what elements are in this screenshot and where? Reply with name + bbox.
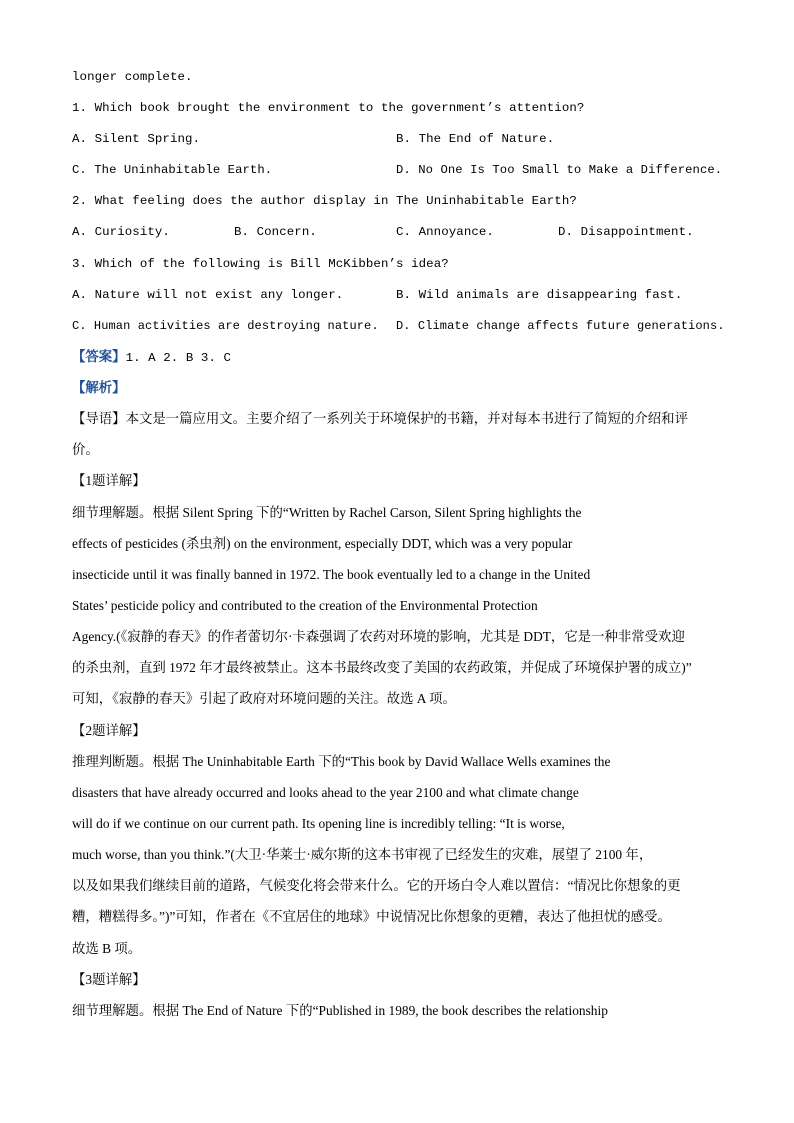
detail-1-line: 的杀虫剂，直到 1972 年才最终被禁止。这本书最终改变了美国的农药政策，并促成了环境保护署的成立)” — [72, 660, 692, 675]
detail-3-line: 细节理解题。根据 The End of Nature 下的“Published in 1989, the book describes the relationship — [72, 1003, 608, 1018]
guide-tag: 【导语】 — [72, 411, 126, 426]
question-3: 3. Which of the following is Bill McKibben’s idea? — [72, 257, 449, 271]
question-1-option-a: A. Silent Spring. — [72, 132, 201, 146]
question-3-options-row-1 — [72, 285, 724, 305]
question-2-options — [72, 222, 724, 242]
detail-2-line: 故选 B 项。 — [72, 941, 142, 956]
detail-1-line: States’ pesticide policy and contributed to the creation of the Environmental Protection — [72, 598, 538, 613]
guide-line-2: 价。 — [72, 442, 99, 457]
question-3-option-b: B. Wild animals are disappearing fast. — [396, 288, 683, 302]
analysis-tag: 【解析】 — [72, 380, 126, 395]
question-3-option-d: D. Climate change affects future generations. — [396, 319, 725, 333]
guide-text: 本文是一篇应用文。主要介绍了一系列关于环境保护的书籍，并对每本书进行了简短的介绍和评 — [125, 411, 688, 426]
analysis-heading — [72, 378, 724, 398]
question-1-option-d: D. No One Is Too Small to Make a Difference. — [396, 163, 723, 177]
detail-2-line: will do if we continue on our current path. Its opening line is incredibly telling: “It is worse, — [72, 816, 565, 831]
question-2-option-d: D. Disappointment. — [558, 225, 694, 239]
question-1-option-b: B. The End of Nature. — [396, 132, 555, 146]
detail-1-line: effects of pesticides (杀虫剂) on the environment, especially DDT, which was a very popular — [72, 536, 573, 551]
question-3-option-c: C. Human activities are destroying nature. — [72, 319, 379, 333]
detail-1-line: Agency.(《寂静的春天》的作者蕾切尔·卡森强调了农药对环境的影响，尤其是 DDT，它是一种非常受欢迎 — [72, 629, 685, 644]
question-2: 2. What feeling does the author display in The Uninhabitable Earth? — [72, 194, 577, 208]
question-2-option-c: C. Annoyance. — [396, 225, 494, 239]
guide-line-1 — [72, 409, 724, 429]
question-2-option-b: B. Concern. — [234, 225, 317, 239]
detail-2-heading: 【2题详解】 — [72, 723, 146, 738]
detail-2-line: disasters that have already occurred and looks ahead to the year 2100 and what climate change — [72, 785, 579, 800]
question-1-options-row-2 — [72, 160, 724, 180]
question-3-options-row-2 — [72, 316, 724, 336]
question-3-option-a: A. Nature will not exist any longer. — [72, 288, 344, 302]
question-1: 1. Which book brought the environment to the government’s attention? — [72, 101, 585, 115]
detail-3-heading: 【3题详解】 — [72, 972, 146, 987]
detail-2-line: 糟，糟糕得多。”)”可知，作者在《不宜居住的地球》中说情况比你想象的更糟，表达了他担忧的感受。 — [72, 909, 671, 924]
question-1-option-c: C. The Uninhabitable Earth. — [72, 163, 273, 177]
answer-line — [72, 347, 724, 368]
detail-1-line: 可知，《寂静的春天》引起了政府对环境问题的关注。故选 A 项。 — [72, 691, 456, 706]
question-1-options-row-1 — [72, 129, 724, 149]
detail-2-line: 以及如果我们继续目前的道路，气候变化将会带来什么。它的开场白令人难以置信：“情况比你想象的更 — [72, 878, 681, 893]
answer-tag: 【答案】 — [72, 349, 126, 364]
question-2-option-a: A. Curiosity. — [72, 225, 170, 239]
detail-1-line: 细节理解题。根据 Silent Spring 下的“Written by Rachel Carson, Silent Spring highlights the — [72, 505, 582, 520]
detail-1-heading: 【1题详解】 — [72, 473, 146, 488]
detail-2-line: much worse, than you think.”(大卫·华莱士·威尔斯的这本书审视了已经发生的灾难，展望了 2100 年， — [72, 847, 653, 862]
detail-2-line: 推理判断题。根据 The Uninhabitable Earth 下的“This book by David Wallace Wells examines the — [72, 754, 611, 769]
answer-text: 1. A 2. B 3. C — [125, 351, 232, 365]
detail-1-line: insecticide until it was finally banned in 1972. The book eventually led to a change in the United — [72, 567, 591, 582]
text-line: longer complete. — [72, 70, 193, 84]
